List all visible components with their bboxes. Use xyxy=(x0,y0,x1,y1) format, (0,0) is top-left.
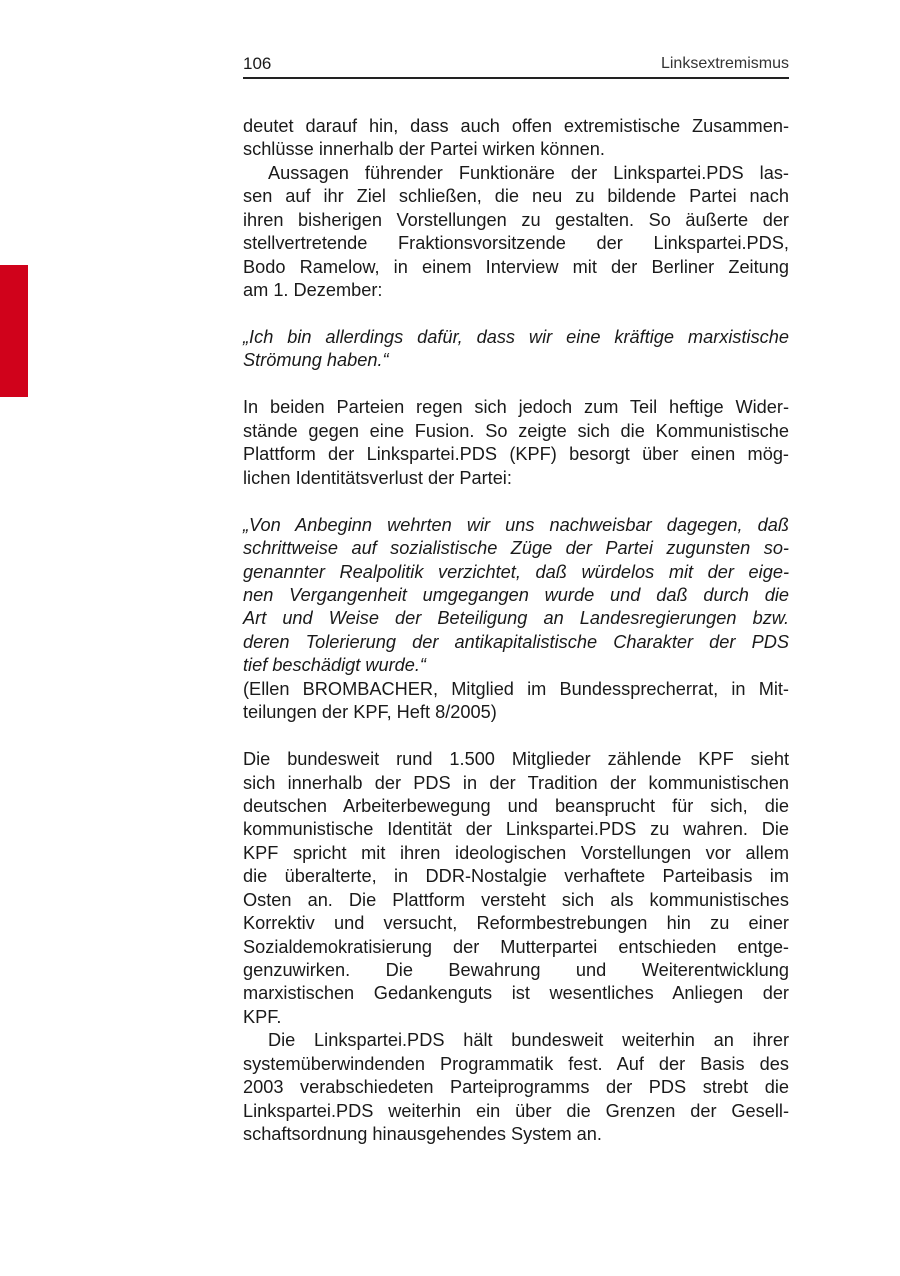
text-line: stände gegen eine Fusion. So zeigte sich die Kommunistische xyxy=(243,420,789,441)
block-quote xyxy=(243,514,789,678)
text-line: KPF spricht mit ihren ideologischen Vorstellungen vor allem xyxy=(243,842,789,863)
text-line: schrittweise auf sozialistische Züge der Partei zugunsten so- xyxy=(243,538,789,559)
text-line: Korrektiv und versucht, Reformbestrebungen hin zu einer xyxy=(243,913,789,934)
text-line: tief beschädigt wurde.“ xyxy=(243,655,426,676)
text-line: die überalterte, in DDR-Nostalgie verhaftete Parteibasis im xyxy=(243,866,789,887)
text-line: systemüberwindenden Programmatik fest. Auf der Basis des xyxy=(243,1053,789,1074)
text-line: Die Linkspartei.PDS hält bundesweit weiterhin an ihrer xyxy=(268,1030,789,1051)
text-line: deren Tolerierung der antikapitalistische Charakter der PDS xyxy=(243,631,789,652)
text-line: deutet darauf hin, dass auch offen extremistische Zusammen- xyxy=(243,116,789,136)
paragraph xyxy=(243,396,789,490)
text-line: nen Vergangenheit umgegangen wurde und daß durch die xyxy=(243,584,789,605)
text-line: stellvertretende Fraktionsvorsitzende der Linkspartei.PDS, xyxy=(243,233,789,254)
text-line: genzuwirken. Die Bewahrung und Weiterentwicklung xyxy=(243,960,789,980)
text-line: 2003 verabschiedeten Parteiprogramms der PDS strebt die xyxy=(243,1077,789,1098)
page-number: 106 xyxy=(243,54,272,73)
text-line: genannter Realpolitik verzichtet, daß würdelos mit der eige- xyxy=(243,561,789,582)
text-line: Plattform der Linkspartei.PDS (KPF) besorgt über einen mög- xyxy=(243,444,789,465)
text-line: Art und Weise der Beteiligung an Landesregierungen bzw. xyxy=(243,608,789,629)
paragraph-spacer xyxy=(243,725,789,749)
text-line: Sozialdemokratisierung der Mutterpartei entschieden entge- xyxy=(243,936,789,957)
chapter-marker-bar xyxy=(0,265,28,397)
text-line: Strömung haben.“ xyxy=(243,350,389,371)
text-line: Osten an. Die Plattform versteht sich als kommunistisches xyxy=(243,889,789,910)
text-line: „Von Anbeginn wehrten wir uns nachweisbar dagegen, daß xyxy=(243,514,789,535)
text-line: kommunistische Identität der Linkspartei.PDS zu wahren. Die xyxy=(243,819,789,840)
paragraph xyxy=(243,748,789,1029)
paragraph-spacer xyxy=(243,373,789,397)
text-line: lichen Identitätsverlust der Partei: xyxy=(243,467,512,488)
text-line: KPF. xyxy=(243,1006,282,1027)
paragraph-spacer xyxy=(243,490,789,514)
text-line: „Ich bin allerdings dafür, dass wir eine kräftige marxistische xyxy=(243,327,789,347)
text-line: Linkspartei.PDS weiterhin ein über die Grenzen der Gesell- xyxy=(243,1100,789,1121)
text-line: sich innerhalb der PDS in der Tradition der kommunistischen xyxy=(243,772,789,793)
text-line: ihren bisherigen Vorstellungen zu gestalten. So äußerte der xyxy=(243,209,789,230)
text-line: Aussagen führender Funktionäre der Linkspartei.PDS las- xyxy=(268,162,789,183)
paragraph xyxy=(243,162,789,303)
running-title: Linksextremismus xyxy=(660,55,789,72)
text-line: (Ellen BROMBACHER, Mitglied im Bundessprecherrat, in Mit- xyxy=(243,678,789,699)
text-line: schaftsordnung hinausgehendes System an. xyxy=(243,1124,602,1145)
paragraph xyxy=(243,1029,789,1146)
text-line: am 1. Dezember: xyxy=(243,280,383,301)
text-line: Die bundesweit rund 1.500 Mitglieder zählende KPF sieht xyxy=(243,749,789,770)
paragraph xyxy=(243,115,789,162)
text-line: Bodo Ramelow, in einem Interview mit der Berliner Zeitung xyxy=(243,256,789,277)
block-quote xyxy=(243,326,789,373)
text-line: sen auf ihr Ziel schließen, die neu zu bildende Partei nach xyxy=(243,186,789,207)
text-line: marxistischen Gedankenguts ist wesentliches Anliegen der xyxy=(243,983,789,1004)
body-text xyxy=(243,115,789,1147)
text-line: teilungen der KPF, Heft 8/2005) xyxy=(243,702,497,723)
text-line: deutschen Arbeiterbewegung und beansprucht für sich, die xyxy=(243,795,789,816)
paragraph xyxy=(243,678,789,725)
text-line: In beiden Parteien regen sich jedoch zum Teil heftige Wider- xyxy=(243,397,789,418)
page-header xyxy=(243,53,789,79)
text-line: schlüsse innerhalb der Partei wirken können. xyxy=(243,139,605,160)
paragraph-spacer xyxy=(243,303,789,327)
